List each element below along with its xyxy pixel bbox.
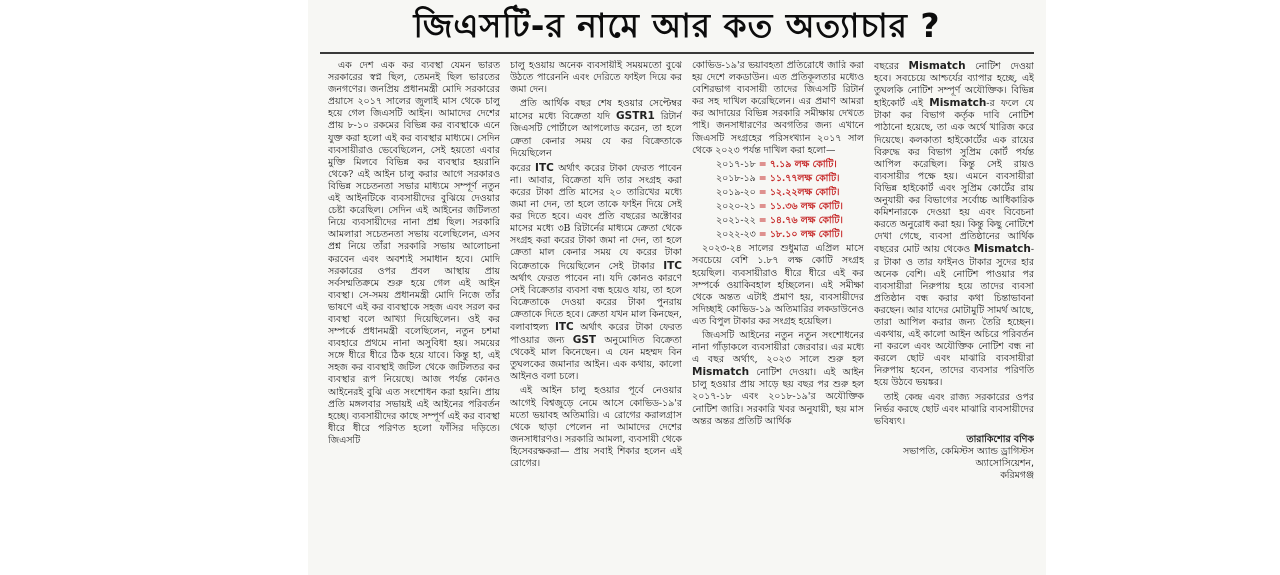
stat-value: = ১২.২২লক্ষ কোটি। <box>758 186 840 198</box>
text-run: অনুমোদিত বিক্রেতা থেকেই মাল কিনেছেন। এ যেন মহম্মদ বিন তুঘলকের জমানার আইন। এক কথায়, কালো আইনও বলা চলে। <box>510 335 682 383</box>
text-run: জিএসটি আইনের নতুন নতুন সংশোধনের নানা গাঁড়াকলে ব্যবসায়ীরা জেরবার। এর মধ্যে এ বছর অর্থাৎ, ২০২৩ সালে শুরু হল <box>692 329 864 366</box>
author-signature <box>874 434 1034 482</box>
text-run: -র টাকা ও তার ফাইনও টাকার সুদের হার অনেক বেশি। এই নোটিশ পাওয়ার পর ব্যবসায়ীরা নিরুপায় হয়ে তাদের ব্যবসা প্রতিষ্ঠান বন্ধ করার কথা চিন্তাভাবনা করছেন। আর যাদের মোটামুটি সামর্থ আছে, তারা আপিল করার জন্য তৈরি হচ্ছেন। একথায়, এই কালো আইন অচিরে পরিবর্তন না করলে এবং অযৌক্তিক নোটিশ বন্ধ না করলে ছোট এবং মাঝারি ব্যবসায়ীরা নিরুপায় হবেন, তাদের ব্যবসার পরিণতি হয়ে উঠবে ভয়ঙ্কর। <box>874 244 1034 389</box>
stat-value: = ১৮.১০ লক্ষ কোটি। <box>758 229 843 241</box>
gst-term: GST <box>572 334 597 347</box>
text-run: নোটিশ দেওয়া। এই আইন চালু হওয়ার প্রায় সাড়ে ছয় বছর পর শুরু হল ২০১৭-১৮ এবং ২০১৮-১৯'র অযৌক্তিক নোটিশ জারি। সরকারি খবর অনুযায়ী, ছয় মাস অন্তর অন্তর প্রতিটি আর্থিক <box>692 367 864 427</box>
text-run: -র ফলে যে টাকা কর বিভাগ কর্তৃক দাবি নোটিশ পাঠানো হয়েছে, তা এক অর্থে খারিজ করে দিয়েছে। কলকাতা হাইকোর্টের এক রায়ের বিরুদ্ধে কর বিভাগ সুপ্রিম কোর্ট পর্যন্ত আপিল করেছিল। কিন্তু সেই রায়ও ব্যবসায়ীর পক্ষে হয়। এমনে ব্যবসায়ীরা বিভিন্ন হাইকোর্ট এবং সুপ্রিম কোর্টের রায় অনুযায়ী কর বিভাগের সর্বোচ্চ আধিকারিক কমিশনারকে দেওয়া হয় এবং বিবেচনা করতে অনুরোধ করা হয়। কিন্তু কিছু নোটিশে দেখা গেছে, ব্যবসা প্রতিষ্ঠানের আর্থিক বছরের মোট আয় থেকেও <box>874 98 1034 256</box>
paragraph: এই আইন চালু হওয়ার পূর্বে নেওয়ার আগেই বিশ্বজুড়ে নেমে আসে কোভিড-১৯'র মতো ভয়াবহ অতিমারি। এ রোগের করালগ্রাস থেকে ছাড়া পেলেন না আমাদের দেশের জনসাধারণও। সরকারি আমলা, ব্যবসায়ী থেকে হিসেবরক্ষকরা— প্রায় সবাই শিকার হলেন এই রোগের। <box>510 385 682 469</box>
text-run: রিটার্ন জিএসটি পোর্টালে আপলোড করেন, তা হলে ক্রেতা কেনার সময় যে কর বিক্রেতাকে দিয়েছিলেন <box>510 111 682 159</box>
paragraph <box>692 330 864 428</box>
mismatch-term: Mismatch <box>973 243 1031 256</box>
stat-row <box>692 201 864 213</box>
stat-year: ২০২১-২২ <box>716 215 756 227</box>
stat-value: = ১১.৭৭লক্ষ কোটি। <box>758 172 840 184</box>
paragraph <box>510 162 682 384</box>
paragraph <box>510 98 682 159</box>
paragraph: কোভিড-১৯'র ভয়াবহতা প্রতিরোধে জারি করা হয় দেশে লকডাউন। এত প্রতিকূলতার মধ্যেও বেশিরভাগ ব্যবসায়ী তাদের জিএসটি রিটার্ন কর সহ দাখিল করেছিলেন। এর প্রমাণ আমরা কর আদায়ের বিভিন্ন সরকারি সমীক্ষায় দেখতে পাই। জনসাধারণের অবগতির জন্য এখানে জিএসটি সংগ্রহের পরিসংখ্যান ২০১৭ সাল থেকে ২০২৩ পর্যন্ত দাখিল করা হলো— <box>692 60 864 156</box>
mismatch-term: Mismatch <box>908 60 966 72</box>
paragraph: চালু হওয়ায় অনেক ব্যবসায়ীই সময়মতো বুঝে উঠতে পারেননি এবং দেরিতে ফাইল দিয়ে কর জমা দেন। <box>510 60 682 96</box>
text-run: করের <box>510 162 536 174</box>
paragraph <box>874 60 1034 390</box>
text-run: অর্থাৎ করের টাকা ফেরত পাবেন না। আবার, বিক্রেতা যদি তার সংগ্রহ করা করের টাকা প্রতি মাসের ২০ তারিখের মধ্যে জমা না দেন, তা হলে তাকে ফাইন দিয়ে সেই কর দিতে হবে। এবং প্রতি বছরের অক্টোবর মাসের মধ্যে ৩B রিটার্নের মাধ্যমে ক্রেতা থেকে সংগ্রহ করা করের টাকা জমা না দেন, তা হলে ক্রেতা মাল কেনার সময় যে করের টাকা বিক্রেতাকে দিয়েছিলেন সেই টাকার <box>510 162 682 272</box>
text-run: প্রতি আর্থিক বছর শেষ হওয়ার সেপ্টেম্বর মাসের মধ্যে বিক্রেতা যদি <box>510 98 682 123</box>
author-place: করিমগঞ্জ <box>1000 469 1034 481</box>
stat-year: ২০১৮-১৯ <box>716 172 756 184</box>
stat-value: = ১১.৩৬ লক্ষ কোটি। <box>758 201 843 213</box>
stat-year: ২০১৯-২০ <box>716 186 756 198</box>
newspaper-clipping <box>308 0 1046 575</box>
article-column-1 <box>328 60 500 572</box>
stat-value: = ৭.১৯ লক্ষ কোটি। <box>758 158 837 170</box>
stat-year: ২০১৭-১৮ <box>716 158 756 170</box>
stat-value: = ১৪.৭৬ লক্ষ কোটি। <box>758 215 843 227</box>
text-run: বছরের <box>874 61 909 72</box>
itc-term: ITC <box>663 259 682 272</box>
stat-year: ২০২২-২৩ <box>716 229 756 241</box>
stat-row <box>692 173 864 185</box>
paragraph: তাই কেন্দ্র এবং রাজ্য সরকারের ওপর নির্ভর করছে ছোট এবং মাঝারি ব্যবসায়ীদের ভবিষ্যৎ। <box>874 391 1034 427</box>
author-name: তারাকিশোর বণিক <box>966 433 1034 445</box>
stat-row <box>692 215 864 227</box>
itc-term: ITC <box>535 161 554 174</box>
text-run: অর্থাৎ ফেরত পাবেন না। যদি কোনও কারণে সেই বিক্রেতার ব্যবসা বন্ধ হয়েও যায়, তা হলে বিক্রেতাকে দেওয়া করের টাকা পুনরায় ক্রেতাকে দিতে হবে। ক্রেতা যখন মাল কিনছেন, বলাবাহুল্য <box>510 272 682 333</box>
stat-row <box>692 187 864 199</box>
paragraph: ২০২৩-২৪ সালের শুধুমাত্র এপ্রিল মাসে সবচেয়ে বেশি ১.৮৭ লক্ষ কোটি সংগ্রহ হয়েছিল। ব্যবসায়ীরাও ধীরে ধীরে এই কর সম্পর্কে ওয়াকিবহাল হচ্ছিলেন। এই সমীক্ষা থেকে অন্তত এটাই প্রমাণ হয়, ব্যবসায়ীদের সদিচ্ছাই কোভিড-১৯ অতিমারির লকডাউনেও এত বিপুল টাকার কর সংগ্রহ হয়েছিল। <box>692 243 864 327</box>
article-column-2 <box>510 60 682 572</box>
article-column-3 <box>692 60 864 572</box>
paragraph: এক দেশ এক কর ব্যবস্থা যেমন ভারত সরকারের স্বপ্ন ছিল, তেমনই ছিল ভারতের জনগণের। জনপ্রিয় প্রধানমন্ত্রী মোদি সরকারের প্রয়াসে ২০১৭ সালের জুলাই মাস থেকে চালু হয়ে গেল জিএসটি আইন। আমাদের দেশের প্রায় ৮-১০ রকমের বিভিন্ন কর ব্যবস্থাকে এনে যুক্ত করা হলো এই কর ব্যবস্থার মাধ্যমে। সেদিন ব্যবসায়ীরাও ভেবেছিলেন, সেই হয়তো এবার মুক্তি মিলবে বিভিন্ন কর ব্যবস্থার হয়রানি থেকে? এই আইন চালু করার আগে সরকারও বিভিন্ন সচেতনতা সভার মাধ্যমে সম্পূর্ণ নতুন এই আইনটিকে ব্যবসায়ীদের বুঝিয়ে দেওয়ার চেষ্টা করেছিল। সেদিন এই আইনের জটিলতা নিয়ে ব্যবসায়ীদের নানা প্রশ্ন ছিল। সরকারি আমলারা সচেতনতা সভায় বলেছিলেন, এসব প্রশ্ন নিয়ে তাঁরা সরকারি সভায় আলোচনা করবেন এবং অবশ্যই সমাধান হবে। মোদি সরকারের ওপর প্রবল আস্থায় প্রায় সর্বসম্মতিক্রমে শুরু হয়ে গেল এই আইন ব্যবস্থা। সে-সময় প্রধানমন্ত্রী মোদি নিজে তাঁর ভাষণে এই কর ব্যবস্থাকে সহজ এবং সরল কর ব্যবস্থা বলে আখ্যা দিয়েছিলেন। ওই কর সম্পর্কে প্রধানমন্ত্রী বলেছিলেন, নতুন চশমা ব্যবহারে প্রথমে নানা অসুবিধা হয়। সময়ের সঙ্গে ধীরে ধীরে ঠিক হয়ে যাবে। কিন্তু হা, এই সহজ কর ব্যবস্থাই জটিল থেকে জটিলতর কর ব্যবস্থার রূপ নিয়েছে। আজ পর্যন্ত কোনও আইনেরই বুঝি এত সংশোধন করা হয়নি। প্রায় প্রতি মঙ্গলবার সভায়ই এই আইনের পরিবর্তন হচ্ছে। ব্যবসায়ীদের কাছে সম্পূর্ণ এই কর ব্যবস্থা ধীরে ধীরে পরিণত হলো ফাঁসির দড়িতে। জিএসটি <box>328 60 500 446</box>
stat-row <box>692 229 864 241</box>
itc-term: ITC <box>554 320 574 333</box>
text-run: অর্থাৎ করের টাকা ফেরত পাওয়ার জন্য <box>510 321 682 347</box>
stat-row <box>692 159 864 171</box>
mismatch-term: Mismatch <box>929 97 987 110</box>
author-title: সভাপতি, কেমিস্টস অ্যান্ড ড্রাগিস্টস অ্যাসোসিয়েশন, <box>902 445 1034 469</box>
gstr1-term: GSTR1 <box>616 110 655 123</box>
headline: জিএসটি-র নামে আর কত অত্যাচার ? <box>413 6 941 45</box>
headline-rule <box>320 52 1034 54</box>
text-run: নোটিশ দেওয়া হবে। সবচেয়ে আশ্চর্যের ব্যাপার হচ্ছে, এই তুঘলকি নোটিশ সম্পূর্ণ অযৌক্তিক। বিভিন্ন হাইকোর্ট এই <box>874 61 1034 110</box>
mismatch-term: Mismatch <box>692 366 750 379</box>
article-column-4 <box>874 60 1034 572</box>
stat-year: ২০২০-২১ <box>716 201 756 213</box>
